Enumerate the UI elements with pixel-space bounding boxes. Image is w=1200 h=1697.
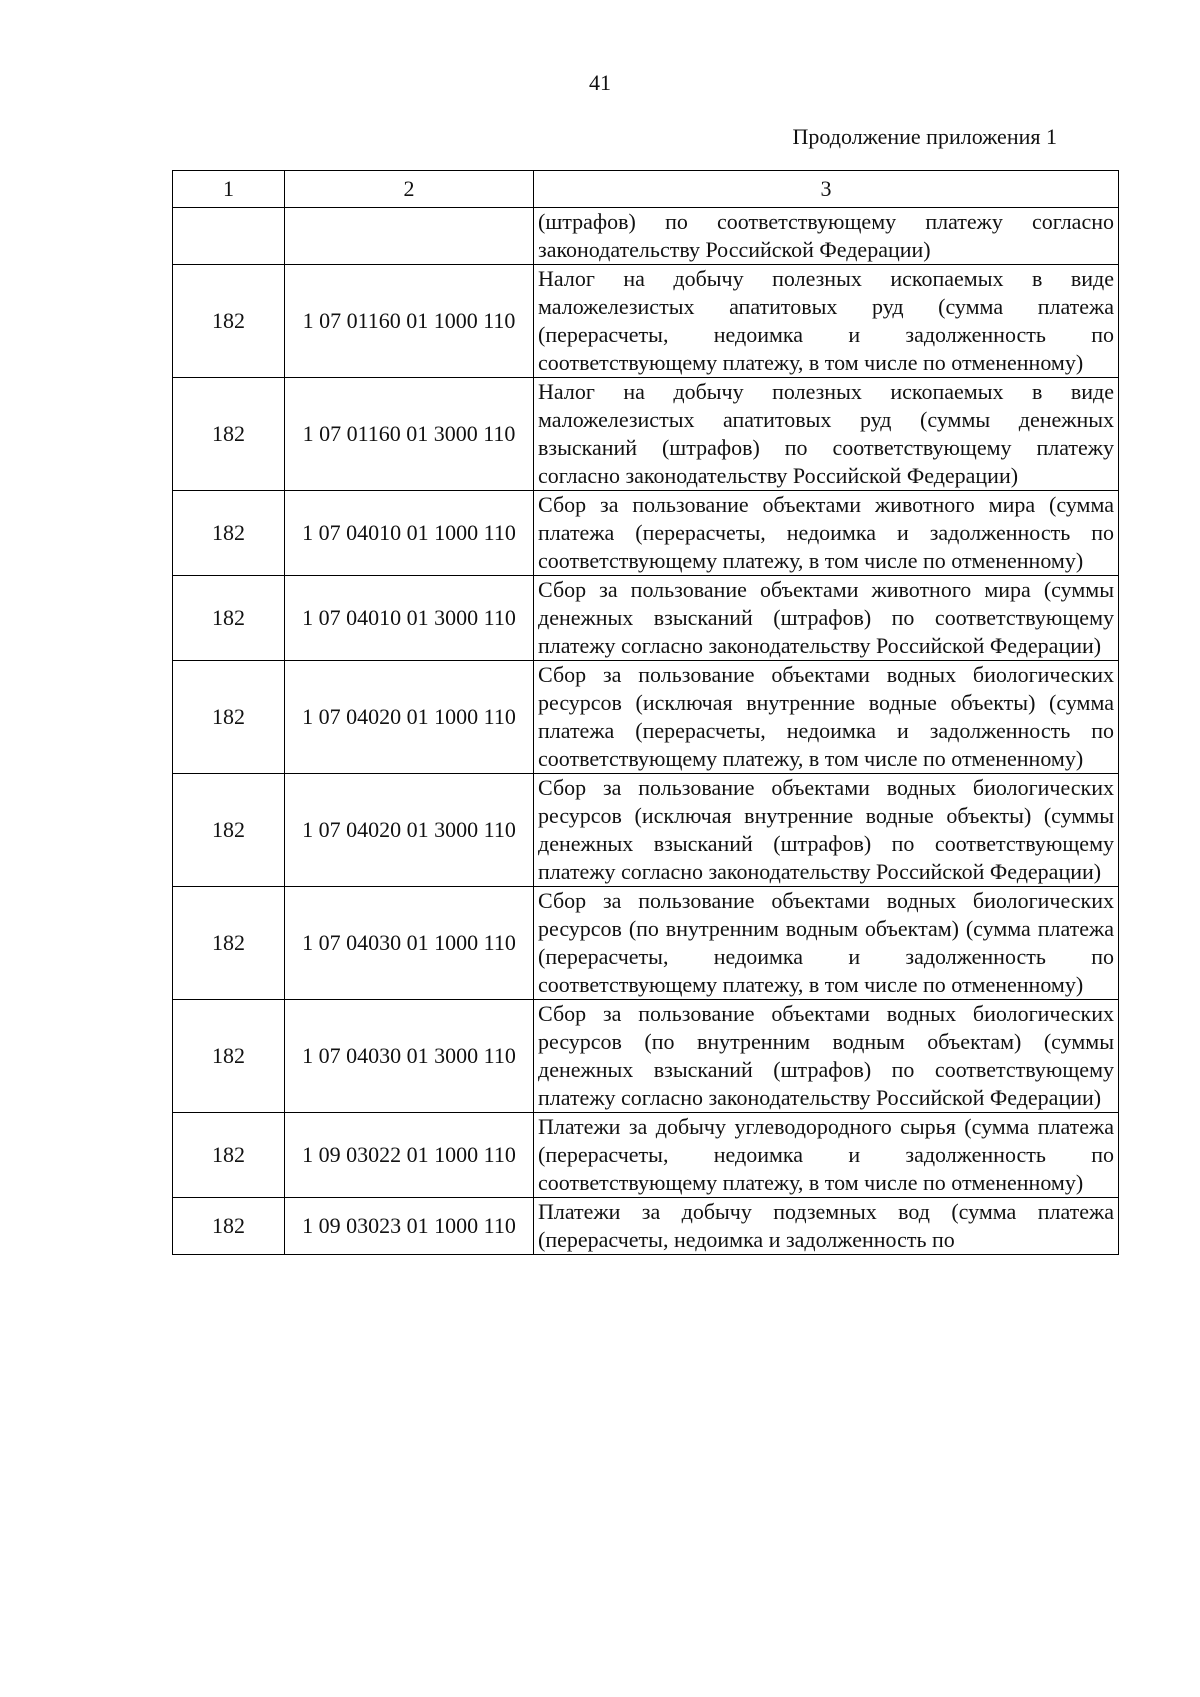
budget-code-cell: 1 07 01160 01 3000 110 — [285, 378, 534, 491]
description-cell: Сбор за пользование объектами водных биологических ресурсов (исключая внутренние водные объекты) (суммы денежных взысканий (штрафов) по соответствующему платежу согласно законодательству Российской Федерации) — [534, 774, 1119, 887]
admin-code-cell: 182 — [173, 265, 285, 378]
codes-table — [172, 170, 1119, 1255]
table-header-row — [173, 171, 1119, 208]
description-cell: (штрафов) по соответствующему платежу согласно законодательству Российской Федерации) — [534, 208, 1119, 265]
table-row — [173, 208, 1119, 265]
table-row — [173, 774, 1119, 887]
table-row — [173, 491, 1119, 576]
description-cell: Платежи за добычу углеводородного сырья (сумма платежа (перерасчеты, недоимка и задолженность по соответствующему платежу, в том числе по отмененному) — [534, 1113, 1119, 1198]
budget-code-cell: 1 09 03023 01 1000 110 — [285, 1198, 534, 1255]
column-header-2: 2 — [285, 171, 534, 208]
admin-code-cell: 182 — [173, 661, 285, 774]
admin-code-cell — [173, 208, 285, 265]
admin-code-cell: 182 — [173, 774, 285, 887]
budget-code-cell: 1 07 04020 01 1000 110 — [285, 661, 534, 774]
budget-code-cell: 1 07 04030 01 1000 110 — [285, 887, 534, 1000]
description-cell: Сбор за пользование объектами водных биологических ресурсов (исключая внутренние водные объекты) (сумма платежа (перерасчеты, недоимка и задолженность по соответствующему платежу, в том числе по отмененному) — [534, 661, 1119, 774]
appendix-caption: Продолжение приложения 1 — [792, 124, 1057, 149]
admin-code-cell: 182 — [173, 887, 285, 1000]
column-header-1: 1 — [173, 171, 285, 208]
budget-code-cell: 1 07 01160 01 1000 110 — [285, 265, 534, 378]
column-header-3: 3 — [534, 171, 1119, 208]
admin-code-cell: 182 — [173, 491, 285, 576]
description-cell: Сбор за пользование объектами животного мира (суммы денежных взысканий (штрафов) по соответствующему платежу согласно законодательству Российской Федерации) — [534, 576, 1119, 661]
table-row — [173, 378, 1119, 491]
admin-code-cell: 182 — [173, 1113, 285, 1198]
table-row — [173, 661, 1119, 774]
description-cell: Налог на добычу полезных ископаемых в виде маложелезистых апатитовых руд (сумма платежа (перерасчеты, недоимка и задолженность по соответствующему платежу, в том числе по отмененному) — [534, 265, 1119, 378]
table-row — [173, 576, 1119, 661]
description-cell: Сбор за пользование объектами водных биологических ресурсов (по внутренним водным объектам) (сумма платежа (перерасчеты, недоимка и задолженность по соответствующему платежу, в том числе по отмененному) — [534, 887, 1119, 1000]
budget-code-cell — [285, 208, 534, 265]
description-cell: Сбор за пользование объектами животного мира (сумма платежа (перерасчеты, недоимка и задолженность по соответствующему платежу, в том числе по отмененному) — [534, 491, 1119, 576]
description-cell: Сбор за пользование объектами водных биологических ресурсов (по внутренним водным объектам) (суммы денежных взысканий (штрафов) по соответствующему платежу согласно законодательству Российской Федерации) — [534, 1000, 1119, 1113]
admin-code-cell: 182 — [173, 576, 285, 661]
table-row — [173, 265, 1119, 378]
admin-code-cell: 182 — [173, 1000, 285, 1113]
budget-code-cell: 1 07 04020 01 3000 110 — [285, 774, 534, 887]
budget-code-cell: 1 07 04010 01 3000 110 — [285, 576, 534, 661]
budget-code-cell: 1 07 04030 01 3000 110 — [285, 1000, 534, 1113]
admin-code-cell: 182 — [173, 378, 285, 491]
table-row — [173, 887, 1119, 1000]
table-row — [173, 1113, 1119, 1198]
description-cell: Платежи за добычу подземных вод (сумма платежа (перерасчеты, недоимка и задолженность по — [534, 1198, 1119, 1255]
table-row — [173, 1198, 1119, 1255]
description-cell: Налог на добычу полезных ископаемых в виде маложелезистых апатитовых руд (суммы денежных взысканий (штрафов) по соответствующему платежу согласно законодательству Российской Федерации) — [534, 378, 1119, 491]
table-row — [173, 1000, 1119, 1113]
admin-code-cell: 182 — [173, 1198, 285, 1255]
page-number: 41 — [589, 70, 611, 95]
budget-code-cell: 1 07 04010 01 1000 110 — [285, 491, 534, 576]
budget-code-cell: 1 09 03022 01 1000 110 — [285, 1113, 534, 1198]
